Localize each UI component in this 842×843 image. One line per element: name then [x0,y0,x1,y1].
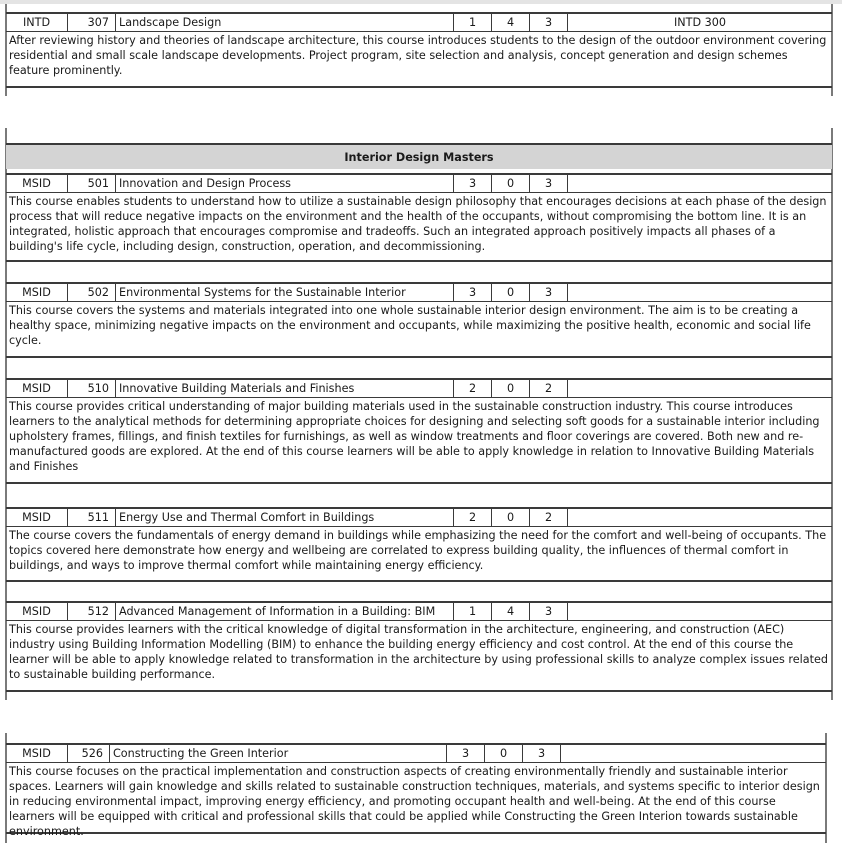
course-number: 511 [68,509,116,526]
course-title: Innovative Building Materials and Finishes [116,380,454,397]
course-credits: 2 [530,509,568,526]
course-row-msid-526 [6,743,826,763]
course-lab-hours: 4 [492,603,530,620]
course-dept: INTD [6,14,68,31]
course-title: Constructing the Green Interior [110,745,447,762]
page-top-margin [0,0,842,4]
course-dept: MSID [6,509,68,526]
course-dept: MSID [6,175,68,192]
course-prerequisite [568,603,832,620]
course-lab-hours: 0 [485,745,523,762]
course-lecture-hours: 2 [454,509,492,526]
course-lab-hours: 0 [492,175,530,192]
course-row-msid-501 [6,173,832,193]
course-number: 307 [68,14,116,31]
course-lecture-hours: 3 [454,175,492,192]
course-lecture-hours: 3 [447,745,485,762]
course-description: This course enables students to understand how to utilize a sustainable design philosophy that encourages decisions at each phase of the design process that will reduce negative impacts on the environment and the health of the occupants, without compromising the bottom line. It is an integrated, holistic approach that encourages compromise and tradeoffs. Such an integrated approach positively impacts all phases of a building's life cycle, including design, construction, operation, and decommissioning. [6,193,832,262]
course-credits: 2 [530,380,568,397]
section-heading: Interior Design Masters [6,143,832,169]
course-lecture-hours: 2 [454,380,492,397]
course-prerequisite [561,745,826,762]
course-row-msid-512 [6,601,832,621]
course-description: After reviewing history and theories of landscape architecture, this course introduces students to the design of the outdoor environment covering residential and small scale landscape developments. Project program, site selection and analysis, concept generation and design schemes feature prominently. [6,32,832,88]
course-title: Energy Use and Thermal Comfort in Buildings [116,509,454,526]
course-row-msid-502 [6,282,832,302]
course-description: This course provides learners with the critical knowledge of digital transformation in the architecture, engineering, and construction (AEC) industry using Building Information Modelling (BIM) to enhance the building energy efficiency and cost control. At the end of this course the learner will be able to apply knowledge related to transformation in the architecture by using professional skills to analyze complex issues related to sustainable building performance. [6,621,832,692]
course-lab-hours: 4 [492,14,530,31]
course-number: 502 [68,284,116,301]
course-credits: 3 [523,745,561,762]
course-number: 512 [68,603,116,620]
course-row-msid-511 [6,507,832,527]
course-credits: 3 [530,284,568,301]
course-lab-hours: 0 [492,509,530,526]
course-description: The course covers the fundamentals of energy demand in buildings while emphasizing the need for the comfort and well-being of occupants. The topics covered here demonstrate how energy and wellbeing are correlated to express building quality, the influences of thermal comfort in buildings, and ways to improve thermal comfort while maintaining energy efficiency. [6,527,832,582]
course-prerequisite [568,509,832,526]
course-number: 501 [68,175,116,192]
course-credits: 3 [530,175,568,192]
course-number: 526 [68,745,110,762]
course-prerequisite [568,175,832,192]
course-lab-hours: 0 [492,380,530,397]
course-description: This course covers the systems and materials integrated into one whole sustainable interior design environment. The aim is to be creating a healthy space, minimizing negative impacts on the environment and occupants, while maximizing the positive health, economic and social life cycle. [6,302,832,358]
course-dept: MSID [6,745,68,762]
course-row-intd-307 [6,12,832,32]
course-title: Innovation and Design Process [116,175,454,192]
course-description: This course provides critical understanding of major building materials used in the sustainable construction industry. This course introduces learners to the analytical methods for determining appropriate choices for designing and selecting soft goods for a sustainable interior including upholstery frames, fillings, and finish textiles for furnishings, as well as window treatments and floor coverings are covered. Both new and re-manufactured goods are explored. At the end of this course learners will be able to apply knowledge in relation to Innovative Building Materials and Finishes [6,398,832,484]
course-title: Environmental Systems for the Sustainable Interior [116,284,454,301]
course-prerequisite [568,284,832,301]
course-lab-hours: 0 [492,284,530,301]
course-description: This course focuses on the practical implementation and construction aspects of creating environmentally friendly and sustainable interior spaces. Learners will gain knowledge and skills related to sustainable construction techniques, materials, and systems specific to interior design in reducing environmental impact, improving energy efficiency, and promoting occupant health and well-being. At the end of this course learners will be equipped with critical and professional skills that could be applied while Constructing the Green Interion towards sustainable environment. [6,763,826,834]
course-title: Advanced Management of Information in a Building: BIM [116,603,454,620]
course-title: Landscape Design [116,14,454,31]
course-dept: MSID [6,380,68,397]
course-row-msid-510 [6,378,832,398]
course-credits: 3 [530,14,568,31]
course-prerequisite: INTD 300 [673,16,727,29]
course-lecture-hours: 1 [454,603,492,620]
course-dept: MSID [6,603,68,620]
course-lecture-hours: 3 [454,284,492,301]
course-prerequisite [568,380,832,397]
course-lecture-hours: 1 [454,14,492,31]
course-credits: 3 [530,603,568,620]
course-number: 510 [68,380,116,397]
course-dept: MSID [6,284,68,301]
